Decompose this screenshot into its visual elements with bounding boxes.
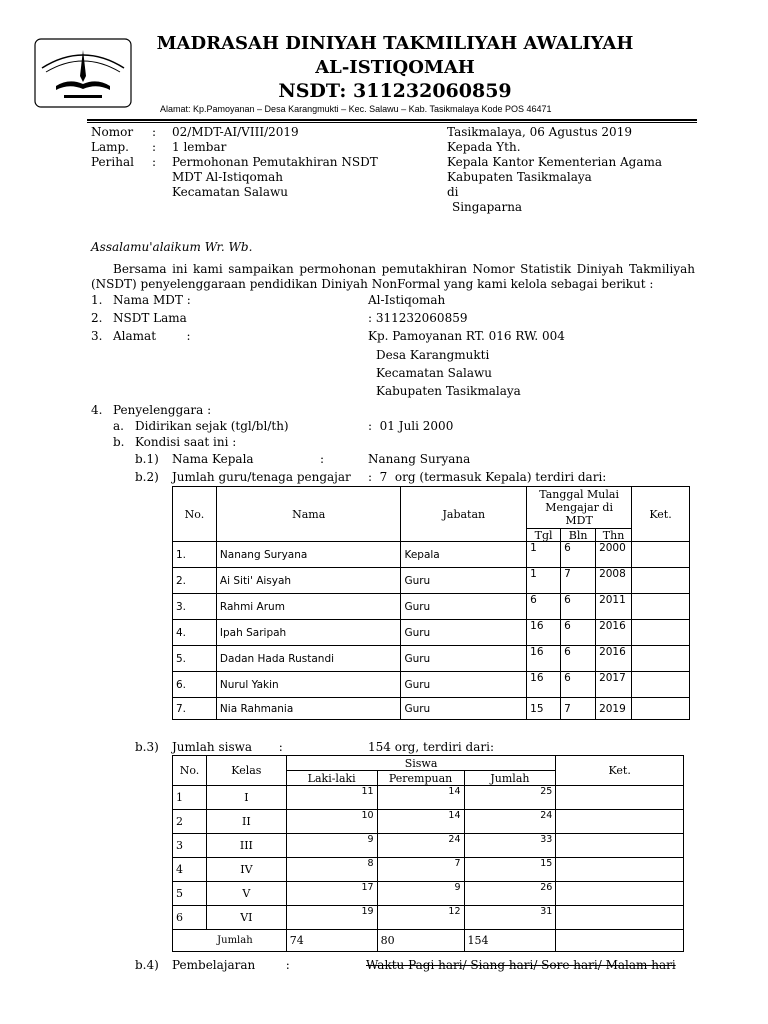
student-kelas: I bbox=[206, 786, 286, 810]
teacher-no: 6. bbox=[173, 672, 217, 698]
teacher-position: Guru bbox=[401, 594, 527, 620]
perihal-label: Perihal bbox=[91, 155, 134, 169]
nomor-colon: : bbox=[152, 125, 157, 139]
b1-marker: b.1) bbox=[135, 452, 159, 466]
teacher-no: 4. bbox=[173, 620, 217, 646]
item-4a-value: : 01 Juli 2000 bbox=[368, 419, 454, 433]
greeting: Assalamu'alaikum Wr. Wb. bbox=[91, 240, 253, 254]
address-line-2: Desa Karangmukti bbox=[376, 348, 490, 362]
student-kelas: IV bbox=[206, 858, 286, 882]
teacher-bln: 6 bbox=[561, 620, 596, 646]
teacher-thn: 2016 bbox=[596, 646, 632, 672]
teacher-bln: 6 bbox=[561, 542, 596, 568]
student-jumlah: 33 bbox=[464, 834, 556, 858]
teacher-row bbox=[173, 568, 690, 594]
teacher-row bbox=[173, 620, 690, 646]
teacher-row bbox=[173, 542, 690, 568]
teacher-ket bbox=[632, 542, 690, 568]
students-header-siswa: Siswa bbox=[286, 756, 556, 771]
teacher-ket bbox=[632, 620, 690, 646]
teacher-name: Nurul Yakin bbox=[216, 672, 401, 698]
recipient-line-2: Kepala Kantor Kementerian Agama bbox=[447, 155, 663, 169]
student-laki: 17 bbox=[286, 882, 377, 906]
perihal-line-1: Permohonan Pemutakhiran NSDT bbox=[172, 155, 378, 169]
students-header-no: No. bbox=[173, 756, 207, 786]
student-no: 5 bbox=[173, 882, 207, 906]
student-no: 6 bbox=[173, 906, 207, 930]
student-perempuan: 12 bbox=[377, 906, 464, 930]
student-ket bbox=[556, 906, 684, 930]
student-row bbox=[173, 882, 684, 906]
teacher-bln: 6 bbox=[561, 646, 596, 672]
b3-marker: b.3) bbox=[135, 740, 159, 754]
teacher-ket bbox=[632, 568, 690, 594]
student-no: 3 bbox=[173, 834, 207, 858]
address-line-4: Kabupaten Tasikmalaya bbox=[376, 384, 521, 398]
teachers-header-tgl: Tgl bbox=[527, 529, 561, 542]
teacher-position: Guru bbox=[401, 620, 527, 646]
teachers-header-ket: Ket. bbox=[632, 487, 690, 542]
teacher-row bbox=[173, 698, 690, 720]
header-divider bbox=[87, 119, 697, 121]
teacher-bln: 6 bbox=[561, 672, 596, 698]
b1-label: Nama Kepala bbox=[172, 452, 254, 466]
b4-value: Waktu Pagi hari/ Siang hari/ Sore hari/ Malam hari bbox=[366, 958, 676, 972]
students-header-jumlah: Jumlah bbox=[464, 771, 556, 786]
teacher-bln: 7 bbox=[561, 698, 596, 720]
students-header-laki: Laki-laki bbox=[286, 771, 377, 786]
teacher-no: 5. bbox=[173, 646, 217, 672]
student-kelas: V bbox=[206, 882, 286, 906]
b1-value: Nanang Suryana bbox=[368, 452, 471, 466]
teacher-tgl: 16 bbox=[527, 646, 561, 672]
header-divider-thin bbox=[87, 122, 697, 123]
recipient-line-4: di bbox=[447, 185, 459, 199]
teacher-ket bbox=[632, 672, 690, 698]
lamp-colon: : bbox=[152, 140, 157, 154]
teachers-header-nama: Nama bbox=[216, 487, 401, 542]
b2-value: : 7 org (termasuk Kepala) terdiri dari: bbox=[368, 470, 607, 484]
teacher-ket bbox=[632, 698, 690, 720]
student-no: 4 bbox=[173, 858, 207, 882]
student-no: 1 bbox=[173, 786, 207, 810]
teacher-ket bbox=[632, 646, 690, 672]
student-laki: 19 bbox=[286, 906, 377, 930]
teacher-name: Nanang Suryana bbox=[216, 542, 401, 568]
recipient-line-3: Kabupaten Tasikmalaya bbox=[447, 170, 592, 184]
perihal-colon: : bbox=[152, 155, 157, 169]
item-3-number: 3. bbox=[91, 329, 103, 343]
teacher-bln: 7 bbox=[561, 568, 596, 594]
student-ket bbox=[556, 810, 684, 834]
students-header-kelas: Kelas bbox=[206, 756, 286, 786]
students-total-label: Jumlah bbox=[173, 930, 287, 952]
institution-name: MADRASAH DINIYAH TAKMILIYAH AWALIYAH bbox=[156, 33, 634, 54]
nomor-label: Nomor bbox=[91, 125, 134, 139]
nomor-value: 02/MDT-AI/VIII/2019 bbox=[172, 125, 299, 139]
student-row bbox=[173, 858, 684, 882]
student-ket bbox=[556, 786, 684, 810]
item-2-value: : 311232060859 bbox=[368, 311, 468, 325]
b2-label: Jumlah guru/tenaga pengajar bbox=[172, 470, 351, 484]
teacher-no: 1. bbox=[173, 542, 217, 568]
student-laki: 9 bbox=[286, 834, 377, 858]
students-table bbox=[172, 755, 684, 952]
student-ket bbox=[556, 882, 684, 906]
teacher-name: Dadan Hada Rustandi bbox=[216, 646, 401, 672]
address-line-3: Kecamatan Salawu bbox=[376, 366, 493, 380]
students-header-perempuan: Perempuan bbox=[377, 771, 464, 786]
teacher-row bbox=[173, 672, 690, 698]
recipient-line-1: Kepada Yth. bbox=[447, 140, 521, 154]
teacher-no: 2. bbox=[173, 568, 217, 594]
teacher-thn: 2008 bbox=[596, 568, 632, 594]
teacher-position: Guru bbox=[401, 672, 527, 698]
teachers-header-thn: Thn bbox=[596, 529, 632, 542]
b3-value: 154 org, terdiri dari: bbox=[368, 740, 495, 754]
students-header-ket: Ket. bbox=[556, 756, 684, 786]
teachers-header-tanggal: Tanggal Mulai Mengajar di MDT bbox=[527, 487, 632, 529]
teacher-name: Rahmi Arum bbox=[216, 594, 401, 620]
lamp-value: 1 lembar bbox=[172, 140, 227, 154]
student-kelas: III bbox=[206, 834, 286, 858]
student-perempuan: 14 bbox=[377, 810, 464, 834]
teacher-thn: 2019 bbox=[596, 698, 632, 720]
teacher-tgl: 1 bbox=[527, 568, 561, 594]
lamp-label: Lamp. bbox=[91, 140, 129, 154]
teacher-name: Ai Siti' Aisyah bbox=[216, 568, 401, 594]
teacher-tgl: 16 bbox=[527, 620, 561, 646]
item-3-value: Kp. Pamoyanan RT. 016 RW. 004 bbox=[368, 329, 565, 343]
student-row bbox=[173, 786, 684, 810]
item-2-number: 2. bbox=[91, 311, 103, 325]
students-total-perempuan: 80 bbox=[377, 930, 464, 952]
teacher-bln: 6 bbox=[561, 594, 596, 620]
teacher-row bbox=[173, 646, 690, 672]
institution-address: Alamat: Kp.Pamoyanan – Desa Karangmukti – Kec. Salawu – Kab. Tasikmalaya Kode POS 46471 bbox=[160, 104, 552, 114]
b3-label: Jumlah siswa : bbox=[172, 740, 283, 754]
student-jumlah: 24 bbox=[464, 810, 556, 834]
perihal-line-3: Kecamatan Salawu bbox=[172, 185, 289, 199]
student-jumlah: 15 bbox=[464, 858, 556, 882]
teacher-no: 7. bbox=[173, 698, 217, 720]
students-total-laki: 74 bbox=[286, 930, 377, 952]
item-3-label: Alamat : bbox=[113, 329, 191, 343]
item-4-number: 4. bbox=[91, 403, 103, 417]
intro-line-2: (NSDT) penyelenggaraan pendidikan Diniyah NonFormal yang kami kelola sebagai berikut : bbox=[91, 277, 654, 291]
b2-marker: b.2) bbox=[135, 470, 159, 484]
student-kelas: II bbox=[206, 810, 286, 834]
item-1-number: 1. bbox=[91, 293, 103, 307]
student-jumlah: 31 bbox=[464, 906, 556, 930]
b4-label: Pembelajaran : bbox=[172, 958, 290, 972]
student-jumlah: 25 bbox=[464, 786, 556, 810]
item-1-value: Al-Istiqomah bbox=[368, 293, 446, 307]
teachers-header-no: No. bbox=[173, 487, 217, 542]
student-row bbox=[173, 906, 684, 930]
students-total-row bbox=[173, 930, 684, 952]
teacher-tgl: 16 bbox=[527, 672, 561, 698]
item-4-label: Penyelenggara : bbox=[113, 403, 212, 417]
recipient-line-5: Singaparna bbox=[452, 200, 523, 214]
teacher-no: 3. bbox=[173, 594, 217, 620]
teacher-position: Guru bbox=[401, 568, 527, 594]
teacher-thn: 2000 bbox=[596, 542, 632, 568]
teacher-name: Nia Rahmania bbox=[216, 698, 401, 720]
teacher-position: Guru bbox=[401, 646, 527, 672]
teacher-ket bbox=[632, 594, 690, 620]
institution-nsdt: NSDT: 311232060859 bbox=[278, 80, 512, 102]
teachers-header-jabatan: Jabatan bbox=[401, 487, 527, 542]
student-ket bbox=[556, 834, 684, 858]
intro-line-1: Bersama ini kami sampaikan permohonan pemutakhiran Nomor Statistik Diniyah Takmiliyah bbox=[113, 262, 695, 276]
teacher-tgl: 15 bbox=[527, 698, 561, 720]
teacher-thn: 2011 bbox=[596, 594, 632, 620]
student-no: 2 bbox=[173, 810, 207, 834]
teacher-thn: 2017 bbox=[596, 672, 632, 698]
students-total-jumlah: 154 bbox=[464, 930, 556, 952]
item-2-label: NSDT Lama bbox=[113, 311, 187, 325]
students-total-ket bbox=[556, 930, 684, 952]
student-row bbox=[173, 810, 684, 834]
teachers-header-bln: Bln bbox=[561, 529, 596, 542]
b4-marker: b.4) bbox=[135, 958, 159, 972]
institution-subname: AL-ISTIQOMAH bbox=[315, 57, 475, 78]
teacher-name: Ipah Saripah bbox=[216, 620, 401, 646]
student-row bbox=[173, 834, 684, 858]
teachers-table bbox=[172, 486, 690, 720]
item-4b-label: Kondisi saat ini : bbox=[135, 435, 237, 449]
letter-date: Tasikmalaya, 06 Agustus 2019 bbox=[447, 125, 632, 139]
student-ket bbox=[556, 858, 684, 882]
student-kelas: VI bbox=[206, 906, 286, 930]
item-1-label: Nama MDT : bbox=[113, 293, 191, 307]
student-laki: 10 bbox=[286, 810, 377, 834]
student-perempuan: 7 bbox=[377, 858, 464, 882]
item-4b-marker: b. bbox=[113, 435, 125, 449]
teacher-tgl: 6 bbox=[527, 594, 561, 620]
student-laki: 11 bbox=[286, 786, 377, 810]
teacher-tgl: 1 bbox=[527, 542, 561, 568]
student-laki: 8 bbox=[286, 858, 377, 882]
student-jumlah: 26 bbox=[464, 882, 556, 906]
student-perempuan: 14 bbox=[377, 786, 464, 810]
student-perempuan: 9 bbox=[377, 882, 464, 906]
student-perempuan: 24 bbox=[377, 834, 464, 858]
item-4a-label: Didirikan sejak (tgl/bl/th) bbox=[135, 419, 289, 433]
teacher-position: Kepala bbox=[401, 542, 527, 568]
perihal-line-2: MDT Al-Istiqomah bbox=[172, 170, 284, 184]
teacher-thn: 2016 bbox=[596, 620, 632, 646]
b1-colon: : bbox=[320, 452, 325, 466]
teacher-position: Guru bbox=[401, 698, 527, 720]
teacher-row bbox=[173, 594, 690, 620]
item-4a-marker: a. bbox=[113, 419, 124, 433]
